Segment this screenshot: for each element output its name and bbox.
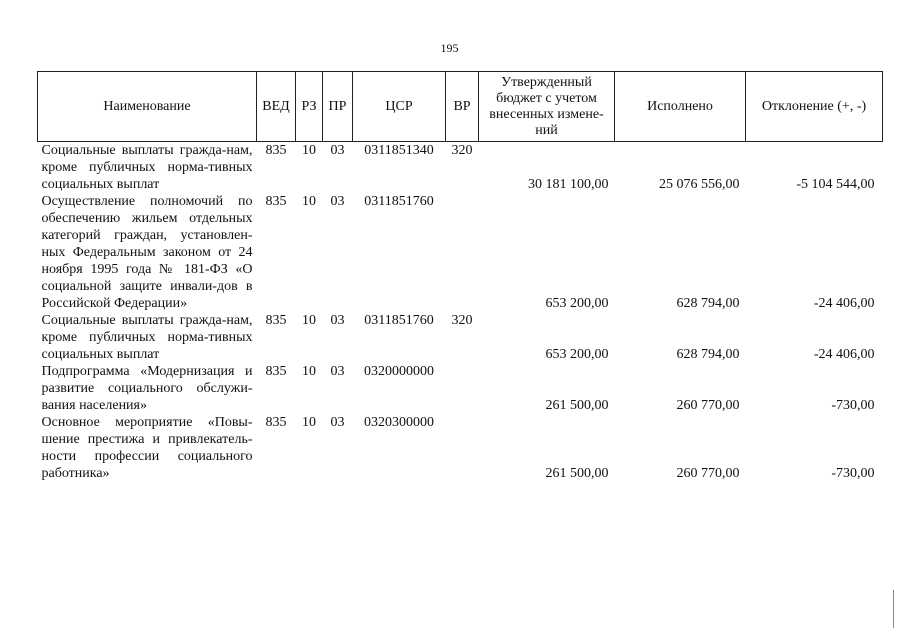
row-name: Социальные выплаты гражда-нам, кроме публичных норма-тивных социальных выплат: [41, 143, 253, 192]
row-name: Социальные выплаты гражда-нам, кроме публичных норма-тивных социальных выплат: [41, 313, 253, 362]
row-csr: 0320300000: [364, 415, 434, 430]
row-rz: 10: [302, 415, 316, 430]
header-approved: Утвержденный бюджет с учетом внесенных измене-ний: [479, 72, 615, 142]
row-deviation: -730,00: [831, 398, 875, 413]
row-name: Осуществление полномочий по обеспечению жильем отдельных категорий граждан, установлен-ных Федеральным законом от 24 ноября 1995 года № 181-ФЗ «О социальной защите инвали-дов в Российской Федерации»: [41, 194, 253, 311]
row-ved: 835: [265, 143, 287, 158]
row-rz: 10: [302, 313, 316, 328]
row-deviation: -24 406,00: [813, 296, 875, 311]
row-csr: 0311851340: [364, 143, 434, 158]
row-csr: 0311851760: [364, 313, 434, 328]
row-pr: 03: [330, 194, 345, 209]
row-name: Подпрограмма «Модернизация и развитие социального обслужи-вания населения»: [41, 364, 253, 413]
row-ved: 835: [265, 313, 287, 328]
row-pr: 03: [330, 415, 345, 430]
row-name: Основное мероприятие «Повы-шение престижа и привлекатель-ности профессии социального работника»: [41, 415, 253, 481]
header-vr: ВР: [446, 72, 479, 142]
row-ved: 835: [265, 415, 287, 430]
row-csr: 0311851760: [364, 194, 434, 209]
row-vr: [446, 363, 479, 414]
row-ved: 835: [265, 364, 287, 379]
row-pr: 03: [330, 143, 345, 158]
table-row: [38, 312, 883, 363]
row-approved: 653 200,00: [545, 347, 609, 362]
row-executed: 260 770,00: [676, 398, 740, 413]
row-vr: 320: [451, 143, 473, 158]
row-deviation: -24 406,00: [813, 347, 875, 362]
row-vr: [446, 414, 479, 482]
row-rz: 10: [302, 194, 316, 209]
header-deviation: Отклонение (+, -): [746, 72, 883, 142]
header-pr: ПР: [323, 72, 353, 142]
row-csr: 0320000000: [364, 364, 434, 379]
row-deviation: -730,00: [831, 466, 875, 481]
row-deviation: -5 104 544,00: [796, 177, 875, 192]
row-vr: 320: [451, 313, 473, 328]
row-approved: 261 500,00: [545, 466, 609, 481]
table-row: [38, 363, 883, 414]
table-row: [38, 193, 883, 312]
header-executed: Исполнено: [615, 72, 746, 142]
scan-margin-line: [893, 590, 894, 628]
header-csr: ЦСР: [353, 72, 446, 142]
page-number: 195: [440, 41, 459, 55]
row-executed: 260 770,00: [676, 466, 740, 481]
row-approved: 261 500,00: [545, 398, 609, 413]
row-executed: 628 794,00: [676, 347, 740, 362]
row-pr: 03: [330, 364, 345, 379]
header-name: Наименование: [38, 72, 257, 142]
row-rz: 10: [302, 143, 316, 158]
row-approved: 653 200,00: [545, 296, 609, 311]
table-row: [38, 414, 883, 482]
row-vr: [446, 193, 479, 312]
header-ved: ВЕД: [257, 72, 296, 142]
row-executed: 628 794,00: [676, 296, 740, 311]
table-row: [38, 142, 883, 194]
row-ved: 835: [265, 194, 287, 209]
row-rz: 10: [302, 364, 316, 379]
row-pr: 03: [330, 313, 345, 328]
header-row: [38, 72, 883, 142]
header-rz: РЗ: [296, 72, 323, 142]
row-executed: 25 076 556,00: [659, 177, 740, 192]
budget-table: [37, 71, 883, 482]
row-approved: 30 181 100,00: [528, 177, 609, 192]
